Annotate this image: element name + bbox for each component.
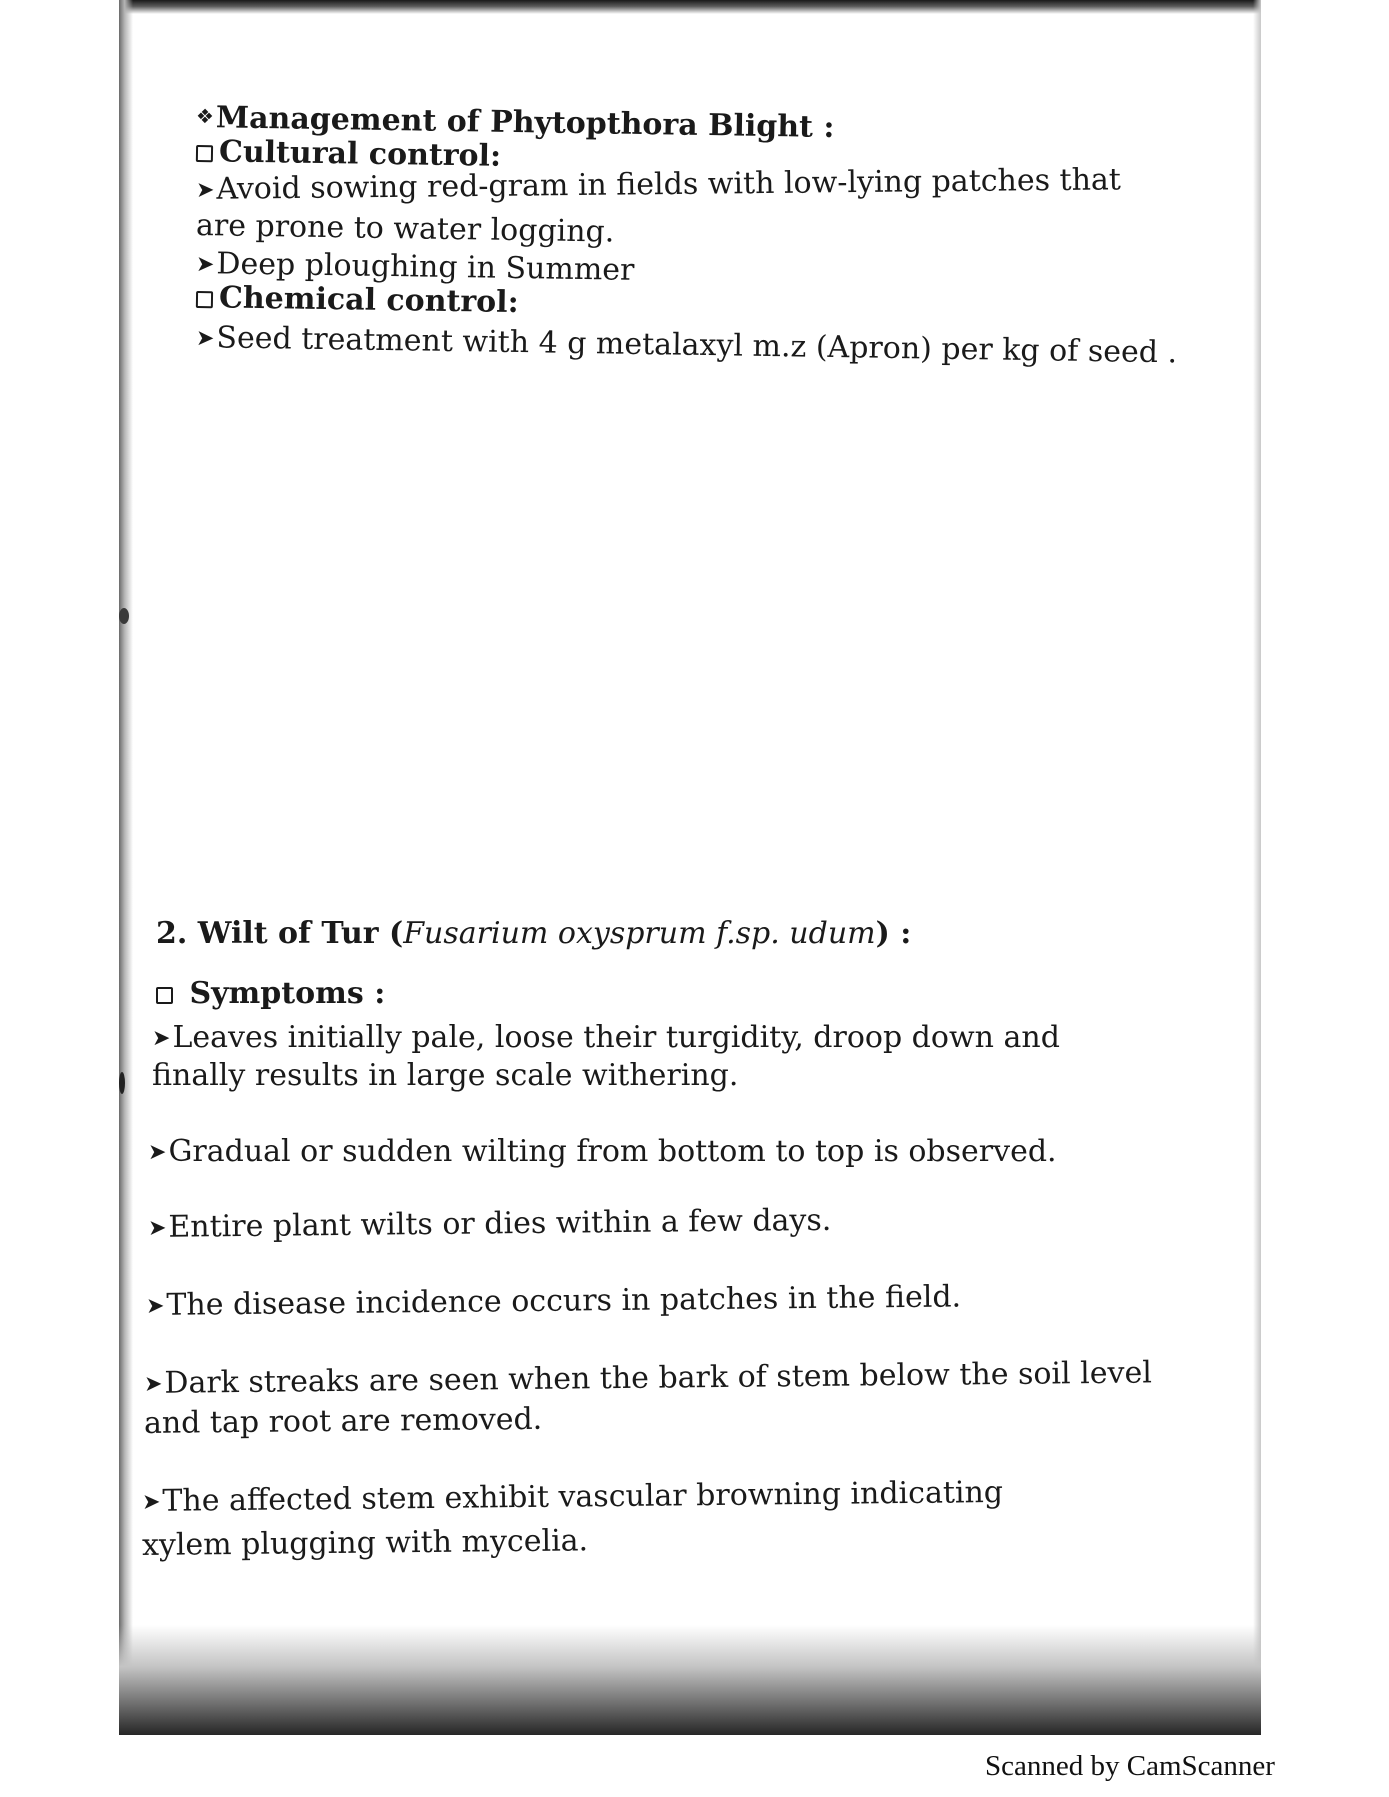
pathogen-name: Fusarium oxysprum f.sp. udum [403, 916, 876, 951]
page-left-edge [119, 0, 133, 1735]
arrow-bullet-icon: ➤ [148, 1140, 167, 1165]
symptom-item-continuation: finally results in large scale withering. [152, 1058, 739, 1093]
arrow-bullet-icon: ➤ [143, 1371, 163, 1397]
arrow-bullet-icon: ➤ [195, 326, 215, 352]
diamond-bullet-icon: ❖ [195, 104, 215, 129]
page-top-shadow [119, 0, 1261, 14]
section1-title: ❖Management of Phytopthora Blight : [196, 98, 835, 146]
symptom-item: ➤The disease incidence occurs in patches in the field. [146, 1279, 961, 1325]
arrow-bullet-icon: ➤ [147, 1215, 167, 1241]
symptom-item: ➤Leaves initially pale, loose their turgidity, droop down and [152, 1020, 1060, 1055]
chemical-item: ➤Seed treatment with 4 g metalaxyl m.z (Apron) per kg of seed . [195, 320, 1178, 371]
cultural-control-heading: Cultural control: [196, 134, 502, 175]
scanner-watermark: Scanned by CamScanner [985, 1750, 1275, 1782]
checkbox-square-icon [196, 145, 213, 162]
symptom-item-continuation: and tap root are removed. [143, 1401, 543, 1441]
cultural-item-continuation: are prone to water logging. [195, 208, 615, 250]
cultural-item: ➤Avoid sowing red-gram in fields with low-lying patches that [196, 162, 1121, 209]
symptom-item: ➤Entire plant wilts or dies within a few days. [148, 1203, 832, 1247]
arrow-bullet-icon: ➤ [141, 1489, 161, 1515]
symptom-item: ➤The affected stem exhibit vascular browning indicating [142, 1475, 1003, 1521]
arrow-bullet-icon: ➤ [152, 1026, 171, 1051]
chemical-control-heading: Chemical control: [196, 280, 519, 321]
symptom-item: ➤Gradual or sudden wilting from bottom to top is observed. [148, 1134, 1057, 1169]
symptom-item-continuation: xylem plugging with mycelia. [141, 1523, 589, 1563]
symptom-item: ➤Dark streaks are seen when the bark of stem below the soil level [144, 1355, 1152, 1403]
arrow-bullet-icon: ➤ [145, 1293, 165, 1319]
page-right-edge [1253, 0, 1261, 1735]
page-bottom-shadow [119, 1625, 1261, 1735]
cultural-item: ➤Deep ploughing in Summer [195, 246, 635, 288]
binding-hole-mark [119, 1072, 125, 1094]
section2-title: 2. Wilt of Tur (Fusarium oxysprum f.sp. udum) : [156, 916, 912, 951]
binding-hole-mark [119, 608, 129, 624]
checkbox-square-icon [156, 987, 173, 1004]
arrow-bullet-icon: ➤ [195, 177, 215, 203]
arrow-bullet-icon: ➤ [195, 252, 215, 278]
symptoms-heading: Symptoms : [156, 976, 385, 1012]
checkbox-square-icon [196, 291, 213, 308]
